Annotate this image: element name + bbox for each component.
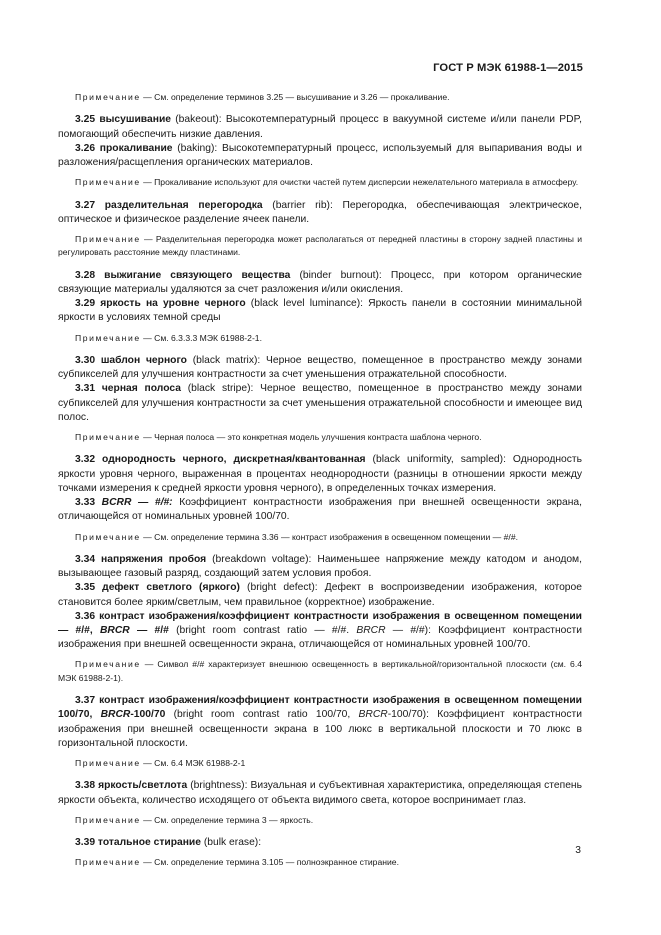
entry-term-suffix: -100/70 [130, 709, 166, 721]
note-3-29: Примечание — См. 6.3.3.3 МЭК 61988-2-1. [75, 332, 262, 343]
note-3-37: Примечание — См. 6.4 МЭК 61988-2-1 [75, 757, 246, 768]
entry-term: разделительная перегородка [104, 199, 263, 211]
entry-number: 3.36 [75, 610, 96, 622]
entry-definition: (bright room contrast ratio — #/#. [168, 624, 357, 636]
entry-3-31 [58, 382, 582, 425]
note-label: Примечание [75, 432, 141, 443]
entry-term: яркость на уровне черного [100, 298, 246, 310]
entry-3-32 [58, 453, 582, 496]
entry-term: тотальное стирание [97, 837, 201, 849]
entry-definition: (bright room contrast ratio 100/70, [165, 709, 359, 721]
note-3-27: Примечание — Разделительная перегородка может располагаться от передней пластины в сторону задней пластины и регулировать расстояние между пластинами. [58, 234, 582, 258]
note-label: Примечание [75, 234, 141, 245]
entry-number: 3.37 [75, 695, 96, 707]
entry-3-30 [58, 354, 582, 382]
note-label: Примечание [75, 857, 141, 868]
entry-term: контраст изображения/коэффициент контрастности изображения в освещенном помещении 100/70, [58, 695, 582, 721]
entry-number: 3.26 [75, 142, 96, 154]
entry-3-25 [58, 113, 582, 141]
entry-number: 3.27 [75, 199, 96, 211]
note-3-39: Примечание — См. определение термина 3.105 — полноэкранное стирание. [75, 857, 399, 868]
page-number: 3 [575, 845, 581, 856]
entry-term: BCRR — #/#: [101, 497, 173, 509]
entry-number: 3.39 [75, 837, 96, 849]
entry-3-27 [58, 199, 582, 227]
note-3-31: Примечание — Черная полоса — это конкретная модель улучшения контраста шаблона черного. [75, 432, 482, 443]
note-3-38: Примечание — См. определение термина 3 — яркость. [75, 814, 314, 825]
entry-3-34 [58, 553, 582, 581]
document-body [58, 91, 582, 870]
entry-3-38 [58, 779, 582, 807]
entry-3-37 [58, 694, 582, 751]
entry-term: прокаливание [99, 142, 173, 154]
note-label: Примечание [75, 757, 141, 768]
note-3-26: Примечание — Прокаливание используют для очистки частей путем дисперсии нежелательного материала в атмосферу. [75, 177, 579, 188]
entry-term: выжигание связующего вещества [104, 269, 291, 281]
entry-number: 3.35 [75, 582, 96, 594]
entry-term: дефект светлого (яркого) [102, 582, 240, 594]
entry-3-26 [58, 142, 582, 170]
entry-3-28 [58, 269, 582, 297]
entry-term: черная полоса [101, 383, 181, 395]
entry-number: 3.38 [75, 780, 96, 792]
note-label: Примечание [75, 92, 141, 102]
entry-3-39 [58, 836, 582, 850]
entry-definition: (bright defect): Дефект в воспроизведении изображения, которое становится более ярким/светлым, чем правильное (корректное) изображение. [58, 582, 582, 608]
entry-term: однородность черного, дискретная/квантованная [102, 454, 366, 466]
entry-term-suffix: — #/# [129, 624, 169, 636]
entry-term: контраст изображения/коэффициент контрастности изображения в освещенном помещении — #/#, [58, 610, 582, 636]
entry-definition-abbr: BRCR [358, 709, 388, 721]
note-label: Примечание [75, 332, 141, 343]
entry-term: шаблон черного [100, 355, 187, 367]
entry-definition: Коэффициент контрастности изображения при внешней освещенности экрана, отличающейся от номинальных уровней 100/70. [58, 497, 582, 523]
entry-3-35 [58, 581, 582, 609]
entry-term-abbr: BRCR [100, 709, 131, 721]
entry-number: 3.32 [75, 454, 96, 466]
entry-definition: (black stripe): Черное вещество, помещенное в пространство между зонами субпикселей для улучшения контрастности за счет уменьшения отражательной способности и имеющее вид полос. [58, 383, 582, 423]
note-label: Примечание [75, 814, 141, 825]
entry-definition: (barrier rib): Перегородка, обеспечивающая электрическое, оптическое и физическое разделение ячеек панели. [58, 199, 582, 225]
entry-term-abbr: BRCR [99, 624, 130, 636]
entry-3-33 [58, 496, 582, 524]
entry-number: 3.31 [75, 383, 96, 395]
note-label: Примечание [75, 531, 141, 542]
note-3-25: Примечание — См. определение терминов 3.25 — высушивание и 3.26 — прокаливание. [75, 92, 450, 102]
entry-term: яркость/светлота [98, 780, 188, 792]
document-header: ГОСТ Р МЭК 61988-1—2015 [433, 62, 583, 74]
entry-definition-abbr: BRCR [356, 624, 386, 636]
entry-3-29 [58, 297, 582, 325]
entry-definition: (baking): Высокотемпературный процесс, используемый для выпаривания воды и разложения/расщепления органических материалов. [58, 142, 582, 169]
entry-definition: (black uniformity, sampled): Однородность яркости уровня черного, выраженная в процентах неоднородности (разницы в отношении яркости между точками измерения к средней яркости уровня черного), в определенных точках измерения. [58, 454, 583, 494]
entry-definition: (bakeout): Высокотемпературный процесс в вакуумной системе и/или панели PDP, помогающий обеспечить низкие давления. [58, 114, 582, 140]
entry-definition-rest: -100/70): Коэффициент контрастности изображения при внешней освещенности экрана в 100 люкс в вертикальной плоскости и 70 люкс в горизонтальной плоскости. [58, 709, 583, 749]
entry-number: 3.33 [75, 497, 96, 509]
note-3-36: Примечание — Символ #/# характеризует внешнюю освещенность в вертикальной/горизонтальной плоскости (см. 6.4 МЭК 61988-2-1). [58, 659, 582, 683]
entry-3-36 [58, 610, 582, 653]
note-label: Примечание [75, 659, 141, 670]
note-label: Примечание [75, 177, 141, 188]
entry-definition: (bulk erase): [201, 837, 262, 849]
note-3-33: Примечание — См. определение термина 3.36 — контраст изображения в освещенном помещении — #/#. [75, 531, 518, 542]
entry-definition: (brightness): Визуальная и субъективная характеристика, определяющая степень яркости объекта, количество исходящего от объекта видимого света, которое воспринимает глаз. [58, 780, 582, 806]
entry-term: высушивание [99, 114, 171, 126]
entry-definition-rest: — #/#): Коэффициент контрастности изображения при внешней освещенности экрана, отличающейся от номинальных уровней 100/70. [58, 624, 582, 651]
entry-definition: (black level luminance): Яркость панели в состоянии минимальной яркости в условиях темной среды [58, 298, 582, 324]
entry-number: 3.29 [75, 298, 96, 310]
entry-number: 3.25 [75, 114, 96, 126]
entry-number: 3.28 [75, 269, 96, 281]
entry-number: 3.30 [75, 355, 96, 367]
entry-definition: (black matrix): Черное вещество, помещенное в пространство между зонами субпикселей для улучшения контрастности за счет уменьшения отражательной способности. [58, 355, 582, 381]
entry-definition: (breakdown voltage): Наименьшее напряжение между катодом и анодом, вызывающее газовый разряд, создающий затем условия пробоя. [58, 553, 582, 580]
entry-number: 3.34 [75, 553, 96, 565]
entry-definition: (binder burnout): Процесс, при котором органические связующие материалы удаляются за счет разложения и/или окисления. [58, 269, 582, 296]
entry-term: напряжения пробоя [101, 553, 207, 565]
